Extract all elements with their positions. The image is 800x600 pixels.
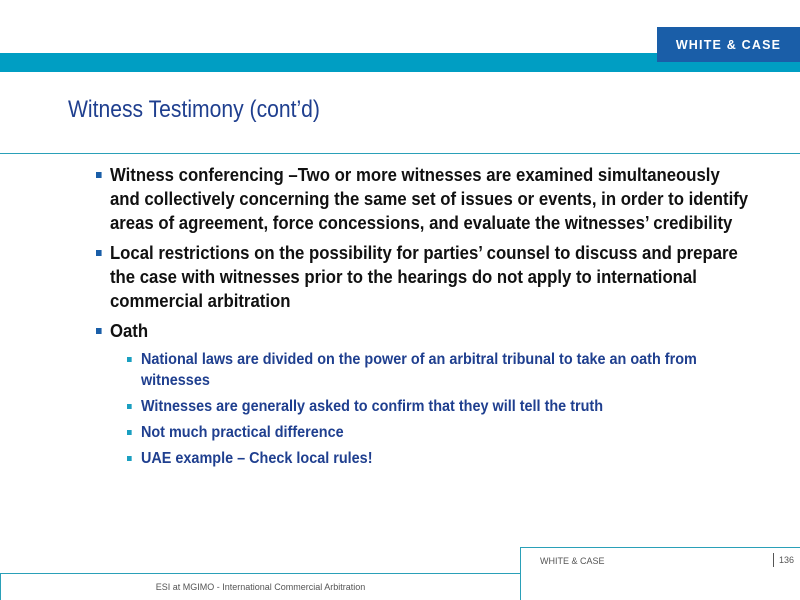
bullet-square-icon [127,456,132,461]
firm-logo: WHITE & CASE [657,27,800,62]
sub-bullet-item: Not much practical difference [127,422,699,443]
sub-bullet-item: National laws are divided on the power of an arbitral tribunal to take an oath from witnesses [127,349,699,391]
bullet-item: Witness conferencing –Two or more witnesses are examined simultaneously and collectively concerning the same set of issues or events, in order to identify areas of agreement, force concessions, and evaluate the witnesses’ credibility [96,163,752,235]
footer-box-right [520,547,800,600]
sub-bullet-item: Witnesses are generally asked to confirm that they will tell the truth [127,396,699,417]
slide-content [96,163,749,474]
bullet-square-icon [127,430,132,435]
bullet-square-icon [96,328,102,334]
footer-firm: WHITE & CASE [540,556,605,566]
footer-separator [773,553,774,567]
bullet-item: Oath [96,319,752,343]
bullet-square-icon [127,357,132,362]
bullet-item: Local restrictions on the possibility for parties’ counsel to discuss and prepare the case with witnesses prior to the hearings do not apply to international commercial arbitration [96,241,752,313]
sub-bullet-item: UAE example – Check local rules! [127,448,699,469]
bullet-square-icon [96,250,102,256]
footer-course: ESI at MGIMO - International Commercial Arbitration [155,582,366,592]
page-number: 136 [779,555,795,565]
title-divider [0,153,800,154]
bullet-square-icon [96,172,102,178]
bullet-square-icon [127,404,132,409]
slide-title: Witness Testimony (cont’d) [68,96,320,123]
